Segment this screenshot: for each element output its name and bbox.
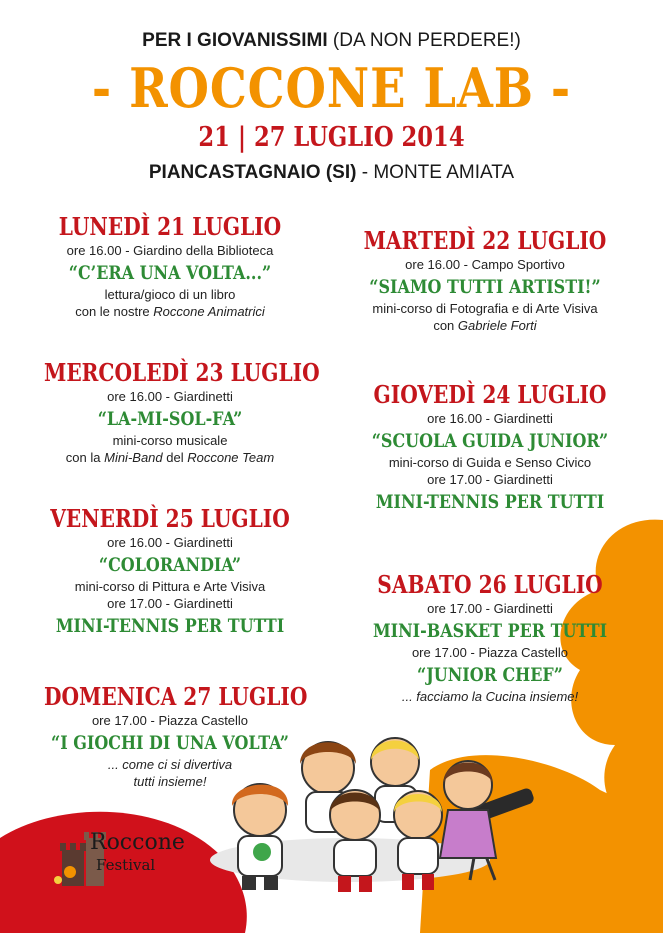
day-saturday: [340, 570, 640, 705]
page-title: - ROCCONE LAB -: [91, 56, 572, 120]
event-time: ore 16.00 - Giardinetti: [427, 411, 553, 426]
activity-title: “LA-MI-SOL-FA”: [97, 408, 243, 430]
activity-title: MINI-TENNIS PER TUTTI: [55, 615, 285, 637]
activity-desc: tutti insieme!: [133, 774, 207, 789]
day-title: GIOVEDÌ 24 LUGLIO: [373, 380, 607, 409]
activity-title: “SCUOLA GUIDA JUNIOR”: [371, 430, 609, 452]
event-time: ore 16.00 - Giardinetti: [107, 389, 233, 404]
activity-desc: con le nostre Roccone Animatrici: [75, 304, 265, 319]
event-time: ore 17.00 - Piazza Castello: [411, 645, 569, 660]
day-tuesday: [330, 226, 640, 334]
activity-title: MINI-TENNIS PER TUTTI: [375, 491, 605, 513]
day-sunday: [20, 682, 320, 790]
event-time: ore 17.00 - Giardinetti: [107, 596, 233, 611]
day-thursday: [340, 380, 640, 515]
activity-desc: ... facciamo la Cucina insieme!: [401, 689, 579, 704]
tagline: [0, 30, 663, 52]
event-dates: 21 | 27 LUGLIO 2014: [198, 122, 465, 153]
tagline-bold: PER I GIOVANISSIMI: [142, 30, 328, 51]
day-title: DOMENICA 27 LUGLIO: [44, 682, 308, 711]
day-title: LUNEDÌ 21 LUGLIO: [58, 212, 282, 241]
day-title: MERCOLEDÌ 23 LUGLIO: [44, 358, 320, 387]
day-title: SABATO 26 LUGLIO: [377, 570, 603, 599]
activity-title: “JUNIOR CHEF”: [417, 664, 563, 686]
activity-desc: con la Mini-Band del Roccone Team: [65, 450, 275, 465]
tagline-rest: (DA NON PERDERE!): [327, 30, 521, 51]
day-title: VENERDÌ 25 LUGLIO: [50, 504, 290, 533]
event-time: ore 16.00 - Campo Sportivo: [405, 257, 565, 272]
activity-title: “SIAMO TUTTI ARTISTI!”: [369, 276, 601, 298]
day-title: MARTEDÌ 22 LUGLIO: [363, 226, 607, 255]
activity-title: “I GIOCHI DI UNA VOLTA”: [51, 732, 289, 754]
activity-desc: mini-corso di Guida e Senso Civico: [388, 455, 592, 470]
activity-desc: con Gabriele Forti: [433, 318, 537, 333]
activity-title: “C’ERA UNA VOLTA...”: [68, 262, 272, 284]
activity-desc: mini-corso musicale: [112, 433, 228, 448]
day-monday: [20, 212, 320, 320]
event-time: ore 16.00 - Giardinetti: [107, 535, 233, 550]
day-wednesday: [20, 358, 320, 466]
event-time: ore 16.00 - Giardino della Biblioteca: [66, 243, 274, 258]
place-rest: - MONTE AMIATA: [356, 162, 515, 183]
activity-title: “COLORANDIA”: [98, 554, 242, 576]
event-place: [0, 162, 663, 184]
logo-name: Roccone: [90, 830, 185, 855]
activity-desc: mini-corso di Fotografia e di Arte Visiva: [372, 301, 598, 316]
place-bold: PIANCASTAGNAIO (SI): [148, 162, 357, 183]
activity-desc: mini-corso di Pittura e Arte Visiva: [74, 579, 266, 594]
event-time: ore 17.00 - Giardinetti: [427, 472, 553, 487]
activity-desc: lettura/gioco di un libro: [104, 287, 236, 302]
event-time: ore 17.00 - Giardinetti: [427, 601, 553, 616]
event-time: ore 17.00 - Piazza Castello: [91, 713, 249, 728]
day-friday: [20, 504, 320, 639]
roccone-festival-logo: [38, 822, 185, 902]
activity-title: MINI-BASKET PER TUTTI: [372, 620, 608, 642]
activity-desc: ... come ci si divertiva: [107, 757, 233, 772]
logo-sub: Festival: [96, 856, 156, 874]
